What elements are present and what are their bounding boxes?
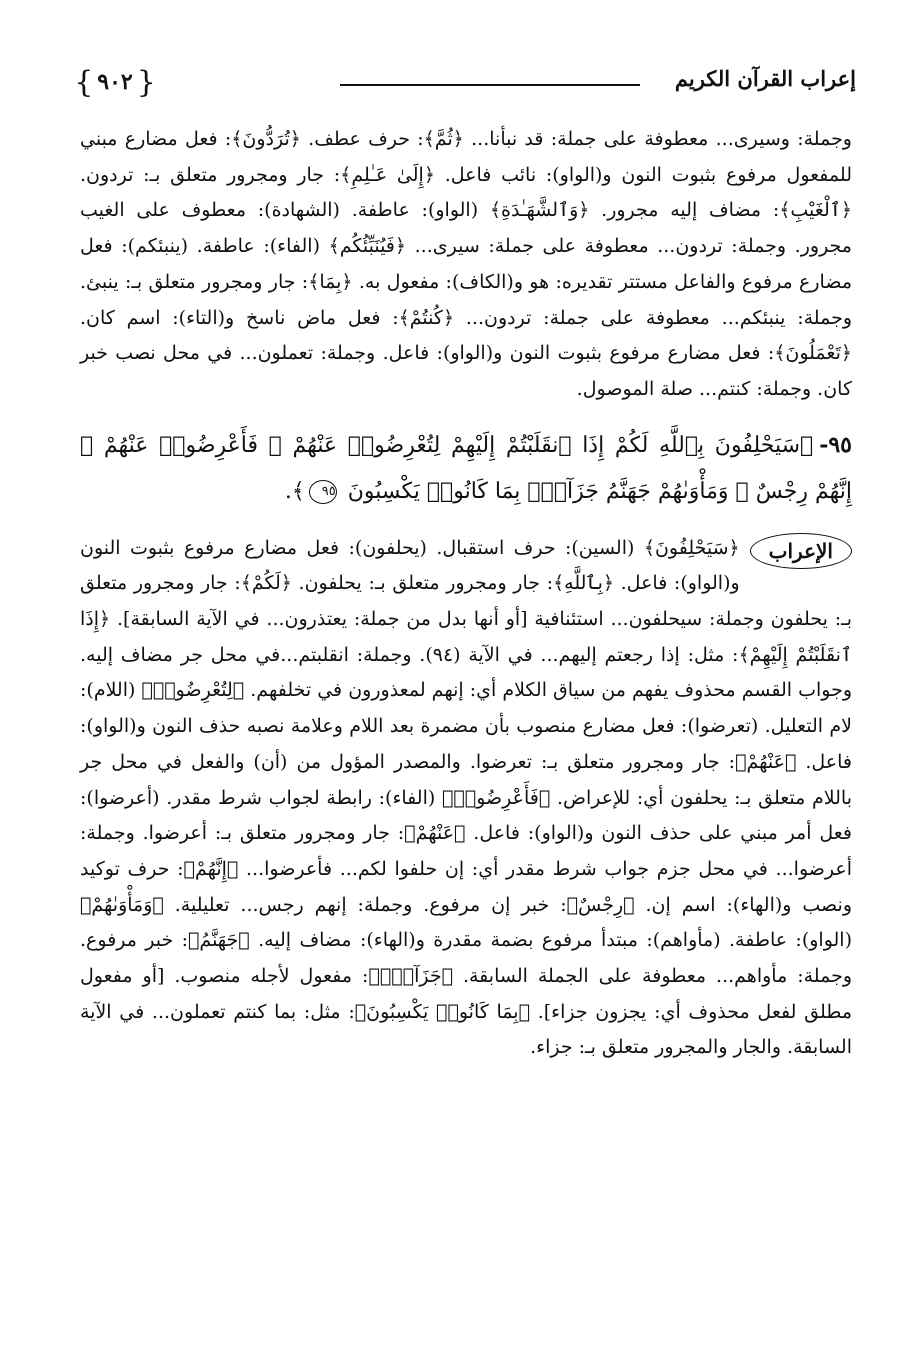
irab-section <box>80 531 852 1067</box>
left-brace-ornament: { <box>136 64 156 100</box>
irab-label: الإعراب <box>750 533 852 569</box>
verse-text: ﴿سَيَحْلِفُونَ بِٱللَّهِ لَكُمْ إِذَا ٱنقَلَبْتُمْ إِلَيْهِمْ لِتُعْرِضُوا۟ عَنْهُمْ ۖ فَأَعْرِضُوا۟ عَنْهُمْ ۖ إِنَّهُمْ رِجْسٌ ۖ وَمَأْوَىٰهُمْ جَهَنَّمُ جَزَآءًۢ بِمَا كَانُوا۟ يَكْسِبُونَ <box>80 432 852 504</box>
page-header <box>70 62 856 102</box>
right-brace-ornament: } <box>74 64 94 100</box>
verse-number: ٩٥- <box>819 431 852 458</box>
page-number-text: ٩٠٢ <box>97 69 133 95</box>
verse-closing: ﴾. <box>284 478 305 504</box>
book-title: إعراب القرآن الكريم <box>674 66 856 91</box>
page-content <box>80 122 852 1066</box>
quran-verse <box>80 422 852 515</box>
paragraph-continuation: وجملة: وسيرى... معطوفة على جملة: قد نبأنا... ﴿ثُمَّ﴾: حرف عطف. ﴿تُرَدُّونَ﴾: فعل مضارع مبني للمفعول مرفوع بثبوت النون و(الواو): نائب فاعل. ﴿إِلَىٰ عَـٰلِمِ﴾: جار ومجرور متعلق بـ: تردون. ﴿ٱلْغَيْبِ﴾: مضاف إليه مجرور. ﴿وَٱلشَّهَـٰدَةِ﴾ (الواو): عاطفة. (الشهادة): معطوف على الغيب مجرور. وجملة: تردون... معطوفة على جملة: سيرى... ﴿فَيُنَبِّئُكُم﴾ (الفاء): عاطفة. (ينبئكم): فعل مضارع مرفوع والفاعل مستتر تقديره: هو و(الكاف): مفعول به. ﴿بِمَا﴾: جار ومجرور متعلق بـ: ينبئ. وجملة: ينبئكم... معطوفة على جملة: تردون... ﴿كُنتُمْ﴾: فعل ماض ناسخ و(التاء): اسم كان. ﴿تَعْمَلُونَ﴾: فعل مضارع مرفوع بثبوت النون و(الواو): فاعل. وجملة: تعملون... في محل نصب خبر كان. وجملة: كنتم... صلة الموصول. <box>80 128 852 400</box>
irab-paragraph: ﴿سَيَحْلِفُونَ﴾ (السين): حرف استقبال. (يحلفون): فعل مضارع مرفوع بثبوت النون و(الواو): فاعل. ﴿بِٱللَّهِ﴾: جار ومجرور متعلق بـ: يحلفون. ﴿لَكُمْ﴾: جار ومجرور متعلق بـ: يحلفون وجملة: سيحلفون... استئنافية [أو أنها بدل من جملة: يعتذرون... في الآية السابقة]. ﴿إِذَا ٱنقَلَبْتُمْ إِلَيْهِمْ﴾: مثل: إذا رجعتم إليهم... في الآية (٩٤). وجملة: انقلبتم...في محل جر مضاف إليه. وجواب القسم محذوف يفهم من سياق الكلام أي: إنهم لمعذورون في تخلفهم. ﴿لِتُعْرِضُوا۟﴾ (اللام): لام التعليل. (تعرضوا): فعل مضارع منصوب بأن مضمرة بعد اللام وعلامة نصبه حذف النون و(الواو): فاعل. ﴿عَنْهُمْ﴾: جار ومجرور متعلق بـ: تعرضوا. والمصدر المؤول من (أن) والفعل في محل جر باللام متعلق بـ: يحلفون أي: للإعراض. ﴿فَأَعْرِضُوا۟﴾ (الفاء): رابطة لجواب شرط مقدر. (أعرضوا): فعل أمر مبني على حذف النون و(الواو): فاعل. ﴿عَنْهُمْ﴾: جار ومجرور متعلق بـ: أعرضوا. وجملة: أعرضوا... في محل جزم جواب شرط مقدر أي: إن حلفوا لكم... فأعرضوا... ﴿إِنَّهُمْ﴾: حرف توكيد ونصب و(الهاء): اسم إن. ﴿رِجْسٌ﴾: خبر إن مرفوع. وجملة: إنهم رجس... تعليلية. ﴿وَمَأْوَىٰهُمْ﴾ (الواو): عاطفة. (مأواهم): مبتدأ مرفوع بضمة مقدرة و(الهاء): مضاف إليه. ﴿جَهَنَّمُ﴾: خبر مرفوع. وجملة: مأواهم... معطوفة على الجملة السابقة. ﴿جَزَآءًۢ﴾: مفعول لأجله منصوب. [أو مفعول مطلق لفعل محذوف أي: يجزون جزاء]. ﴿بِمَا كَانُوا۟ يَكْسِبُونَ﴾: مثل: بما كنتم تعملون... في الآية السابقة. والجار والمجرور متعلق بـ: جزاء. <box>80 536 852 1059</box>
page-number <box>70 62 160 102</box>
ayah-number-marker: ٩٥ <box>309 480 337 504</box>
header-rule <box>340 84 640 86</box>
